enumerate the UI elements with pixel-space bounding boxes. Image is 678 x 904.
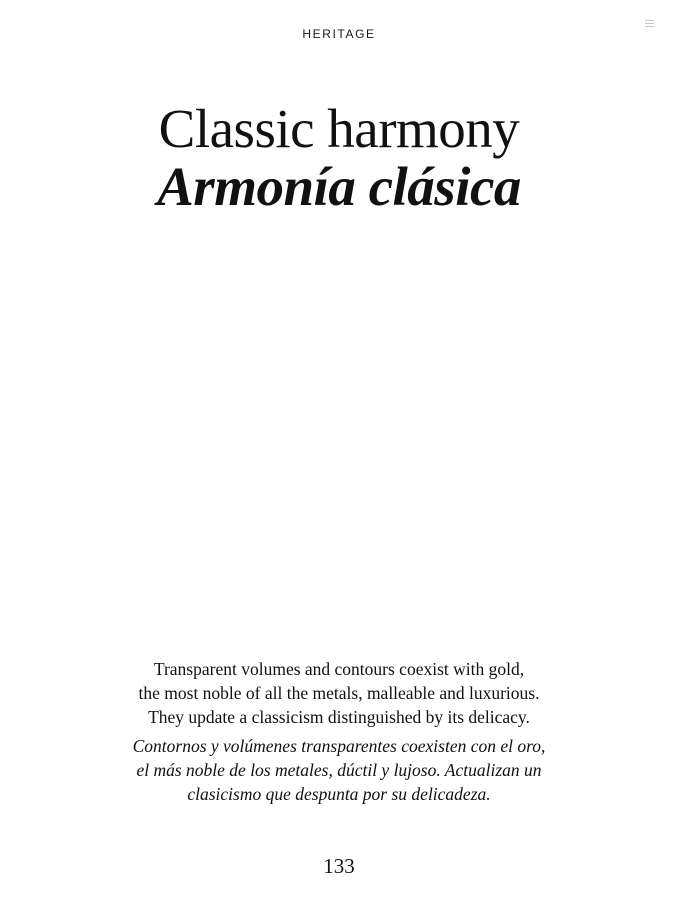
body-spanish-line: Contornos y volúmenes transparentes coexisten con el oro, bbox=[132, 736, 546, 756]
body-english-line: the most noble of all the metals, malleable and luxurious. bbox=[138, 683, 540, 703]
title-english: Classic harmony bbox=[158, 98, 520, 159]
page-number: 133 bbox=[323, 854, 355, 878]
title-spanish: Armonía clásica bbox=[157, 156, 521, 217]
body-spanish-line: el más noble de los metales, dúctil y lujoso. Actualizan un bbox=[136, 760, 542, 780]
page-title bbox=[0, 100, 678, 216]
body-english-line: They update a classicism distinguished by its delicacy. bbox=[148, 707, 530, 727]
body-spanish bbox=[0, 734, 678, 806]
body-english-line: Transparent volumes and contours coexist with gold, bbox=[153, 659, 525, 679]
body-english bbox=[0, 657, 678, 729]
section-label: HERITAGE bbox=[302, 27, 376, 41]
body-text bbox=[0, 657, 678, 806]
body-spanish-line: clasicismo que despunta por su delicadeza. bbox=[187, 784, 491, 804]
menu-icon[interactable] bbox=[645, 19, 654, 29]
